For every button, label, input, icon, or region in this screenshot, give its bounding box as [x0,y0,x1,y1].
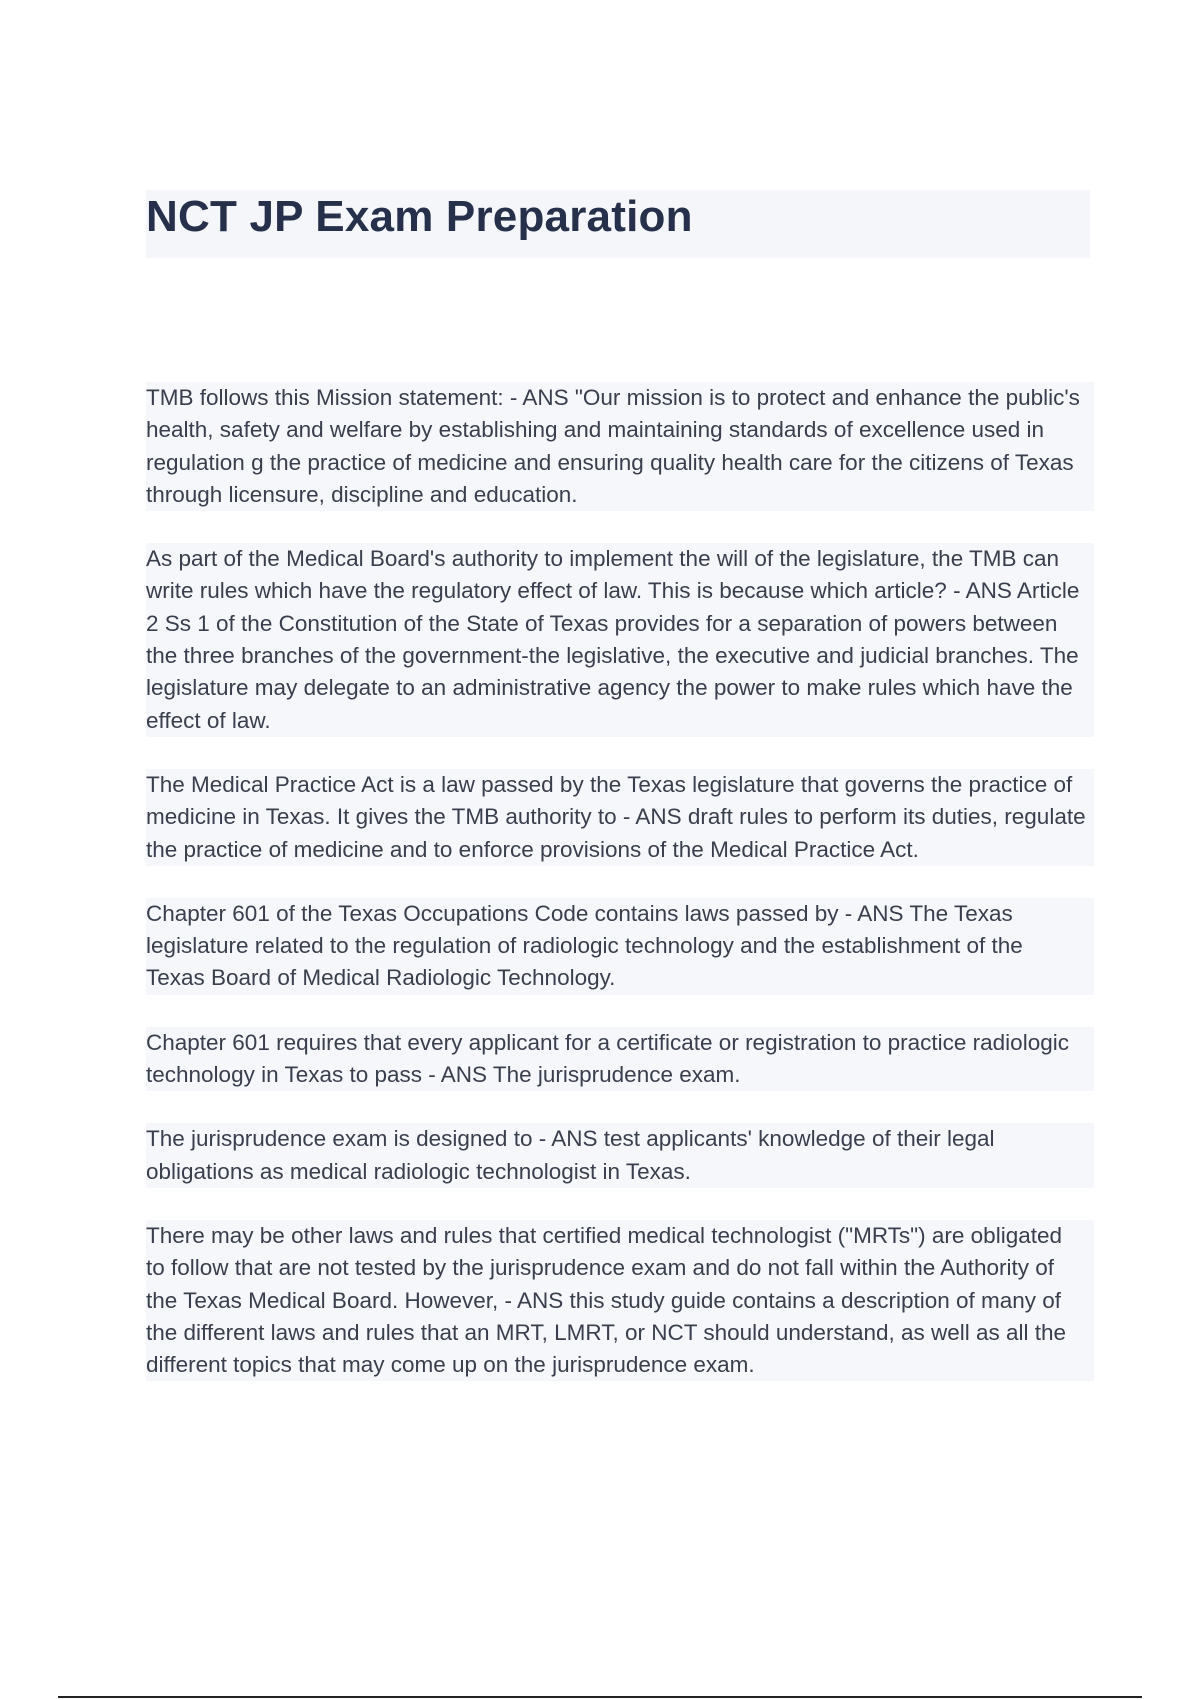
page-title: NCT JP Exam Preparation [146,192,693,241]
qa-entry-chapter-601-exam: Chapter 601 requires that every applicant for a certificate or registration to practice radiologic technology in Texas to pass - ANS The jurisprudence exam. [146,1027,1094,1092]
qa-entry-authority: As part of the Medical Board's authority to implement the will of the legislature, the TMB can write rules which have the regulatory effect of law. This is because which article? - ANS Article 2 Ss 1 of the Constitution of the State of Texas provides for a separation of powers between the three branches of the government-the legislative, the executive and judicial branches. The legislature may delegate to an administrative agency the power to make rules which have the effect of law. [146,543,1094,737]
qa-entry-mission: TMB follows this Mission statement: - ANS "Our mission is to protect and enhance the public's health, safety and welfare by establishing and maintaining standards of excellence used in regulation g the practice of medicine and ensuring quality health care for the citizens of Texas through licensure, discipline and education. [146,382,1094,511]
footer-divider [58,1696,1142,1698]
qa-entry-other-laws: There may be other laws and rules that certified medical technologist ("MRTs") are obligated to follow that are not tested by the jurisprudence exam and do not fall within the Authority of the Texas Medical Board. However, - ANS this study guide contains a description of many of the different laws and rules that an MRT, LMRT, or NCT should understand, as well as all the different topics that may come up on the jurisprudence exam. [146,1220,1094,1381]
qa-entry-practice-act: The Medical Practice Act is a law passed by the Texas legislature that governs the practice of medicine in Texas. It gives the TMB authority to - ANS draft rules to perform its duties, regulate the practice of medicine and to enforce provisions of the Medical Practice Act. [146,769,1094,866]
qa-list [146,382,1094,1413]
qa-entry-chapter-601-laws: Chapter 601 of the Texas Occupations Code contains laws passed by - ANS The Texas legislature related to the regulation of radiologic technology and the establishment of the Texas Board of Medical Radiologic Technology. [146,898,1094,995]
qa-entry-exam-purpose: The jurisprudence exam is designed to - ANS test applicants' knowledge of their legal obligations as medical radiologic technologist in Texas. [146,1123,1094,1188]
